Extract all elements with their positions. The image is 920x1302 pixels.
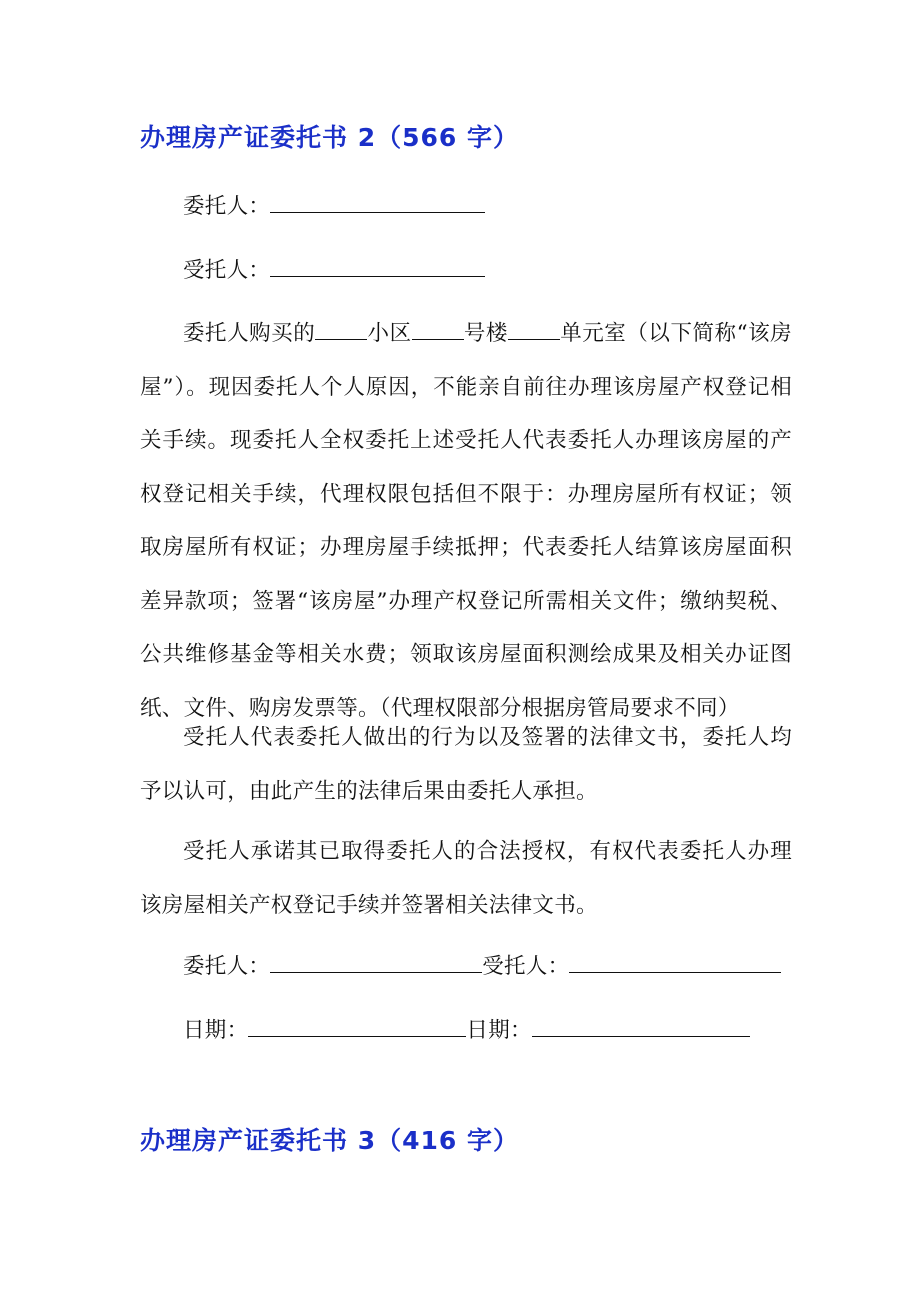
- unit-blank[interactable]: [508, 319, 560, 340]
- paragraph-2: 受托人代表委托人做出的行为以及签署的法律文书，委托人均予以认可，由此产生的法律后果由委托人承担。: [140, 725, 792, 804]
- date-blank-1[interactable]: [248, 1016, 466, 1037]
- paragraph-1: [140, 307, 792, 735]
- section-2-title: 办理房产证委托书 2（566 字）: [140, 123, 519, 152]
- building-blank[interactable]: [412, 319, 464, 340]
- community-blank[interactable]: [315, 319, 367, 340]
- principal-line: [183, 192, 485, 220]
- date-blank-2[interactable]: [532, 1016, 750, 1037]
- date-label-2: 日期：: [466, 1018, 532, 1043]
- sign-principal-blank[interactable]: [270, 952, 482, 973]
- date-line: [183, 1016, 750, 1044]
- section-3-title: 办理房产证委托书 3（416 字）: [140, 1126, 519, 1155]
- signature-line: [183, 952, 781, 980]
- sign-agent-blank[interactable]: [569, 952, 781, 973]
- sign-principal-label: 委托人：: [183, 954, 271, 979]
- sign-agent-label: 受托人：: [482, 954, 570, 979]
- principal-label: 委托人：: [183, 194, 271, 219]
- paragraph-3: 受托人承诺其已取得委托人的合法授权，有权代表委托人办理该房屋相关产权登记手续并签署相关法律文书。: [140, 839, 792, 918]
- para1-part-b: 小区: [367, 321, 412, 346]
- date-label-1: 日期：: [183, 1018, 249, 1043]
- agent-label: 受托人：: [183, 258, 271, 283]
- agent-blank[interactable]: [270, 256, 485, 277]
- para1-part-d: 单元室（以下简称“该房屋”）。现因委托人个人原因，不能亲自前往办理该房屋产权登记相关手续。现委托人全权委托上述受托人代表委托人办理该房屋的产权登记相关手续，代理权限包括但不限于：办理房屋所有权证；领取房屋所有权证；办理房屋手续抵押；代表委托人结算该房屋面积差异款项；签署“该房屋”办理产权登记所需相关文件；缴纳契税、公共维修基金等相关水费；领取该房屋面积测绘成果及相关办证图纸、文件、购房发票等。（代理权限部分根据房管局要求不同）: [140, 321, 792, 721]
- para1-part-c: 号楼: [463, 321, 508, 346]
- principal-blank[interactable]: [270, 192, 485, 213]
- agent-line: [183, 256, 485, 284]
- para1-part-a: 委托人购买的: [183, 321, 316, 346]
